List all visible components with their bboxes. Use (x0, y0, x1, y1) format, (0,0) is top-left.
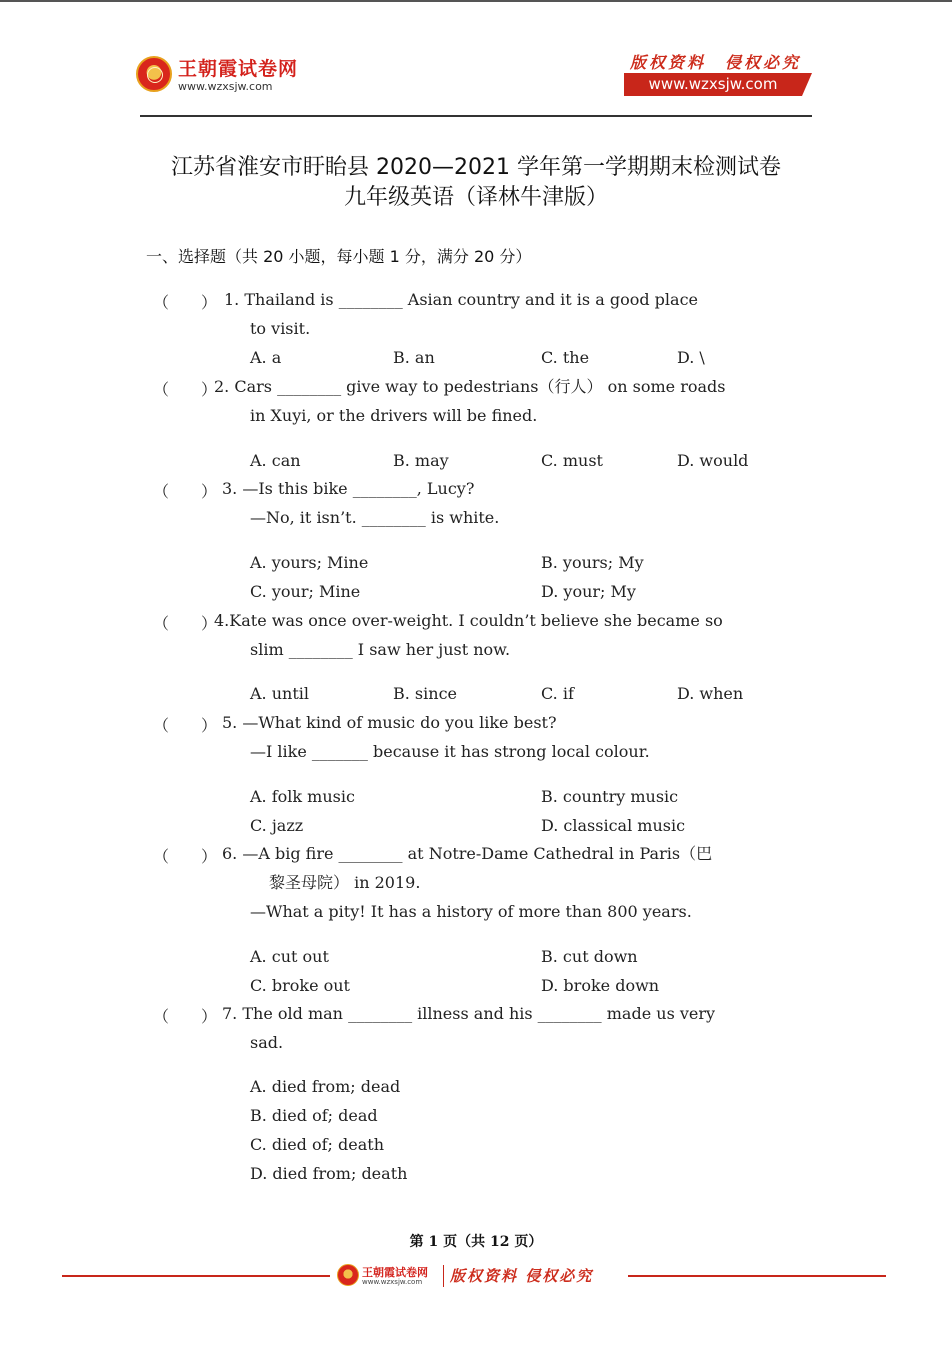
answer-blank: （ ） (153, 847, 218, 866)
option-b: B. country music (541, 787, 679, 806)
option-c: C. jazz (250, 816, 304, 835)
header-divider (140, 115, 812, 117)
option-c: C. if (541, 684, 574, 703)
brand-url: www.wzxsjw.com (178, 80, 273, 93)
footer-rule-left (62, 1275, 330, 1277)
answer-blank: （ ） (153, 716, 218, 735)
option-b: B. since (393, 684, 457, 703)
seal-icon (136, 56, 172, 92)
option-b: B. cut down (541, 947, 638, 966)
question-stem: 5. —What kind of music do you like best? (222, 713, 557, 732)
option-d: D. broke down (541, 976, 660, 995)
question-stem-cont: sad. (250, 1033, 284, 1052)
answer-blank: （ ） (153, 614, 218, 633)
section-heading: 一、选择题（共 20 小题，每小题 1 分，满分 20 分） (146, 247, 532, 266)
question-stem-cont: —I like _______ because it has strong local colour. (250, 742, 650, 761)
question-stem-cont: slim ________ I saw her just now. (250, 640, 511, 659)
footer-separator (443, 1265, 444, 1287)
option-a: A. until (250, 684, 309, 703)
question-stem-cont: —No, it isn’t. ________ is white. (250, 508, 500, 527)
option-b: B. an (393, 348, 435, 367)
option-a: A. a (250, 348, 282, 367)
option-a: A. died from; dead (250, 1077, 401, 1096)
option-d: D. \ (677, 348, 705, 367)
question-stem: 3. —Is this bike ________, Lucy? (222, 479, 475, 498)
option-c: C. must (541, 451, 603, 470)
option-a: A. yours; Mine (250, 553, 369, 572)
brand-name: 王朝霞试卷网 (178, 58, 299, 80)
option-d: D. your; My (541, 582, 636, 601)
option-c: C. broke out (250, 976, 350, 995)
footer-brand-name[interactable]: 王朝霞试卷网 (362, 1266, 428, 1279)
answer-blank: （ ） (153, 482, 218, 501)
option-c: C. your; Mine (250, 582, 361, 601)
question-stem: 2. Cars ________ give way to pedestrians（行人） on some roads (214, 377, 726, 396)
exam-title: 江苏省淮安市盱眙县 2020—2021 学年第一学期期末检测试卷 (171, 155, 781, 180)
option-c: C. the (541, 348, 590, 367)
option-b: B. may (393, 451, 449, 470)
answer-blank: （ ） (153, 1007, 218, 1026)
option-d: D. died from; death (250, 1164, 408, 1183)
option-b: B. yours; My (541, 553, 644, 572)
top-border (0, 0, 952, 2)
option-d: D. when (677, 684, 744, 703)
answer-blank: （ ） (153, 380, 218, 399)
exam-subtitle: 九年级英语（译林牛津版） (343, 185, 608, 210)
footer-seal-icon (337, 1264, 359, 1286)
page-number: 第 1 页（共 12 页） (409, 1234, 543, 1250)
question-stem-cont: —What a pity! It has a history of more than 800 years. (250, 902, 692, 921)
footer-rule-right (628, 1275, 886, 1277)
footer-brand-url: www.wzxsjw.com (362, 1278, 423, 1286)
question-stem: 6. —A big fire ________ at Notre-Dame Cathedral in Paris（巴 (222, 844, 713, 863)
rights-notice: 版权资料 侵权必究 (630, 53, 802, 72)
answer-blank: （ ） (153, 293, 218, 312)
question-stem: 7. The old man ________ illness and his ________ made us very (222, 1004, 716, 1023)
footer-rights-notice: 版权资料 侵权必究 (450, 1267, 594, 1285)
question-stem-cont: to visit. (250, 319, 311, 338)
option-d: D. classical music (541, 816, 686, 835)
question-stem: 1. Thailand is ________ Asian country and it is a good place (224, 290, 698, 309)
option-a: A. cut out (250, 947, 329, 966)
option-a: A. can (250, 451, 301, 470)
question-stem-cont: in Xuyi, or the drivers will be fined. (250, 406, 538, 425)
option-c: C. died of; death (250, 1135, 385, 1154)
option-d: D. would (677, 451, 749, 470)
option-b: B. died of; dead (250, 1106, 378, 1125)
question-stem-cont: 黎圣母院） in 2019. (269, 873, 421, 892)
question-stem: 4.Kate was once over-weight. I couldn’t believe she became so (214, 611, 723, 630)
option-a: A. folk music (250, 787, 355, 806)
url-banner[interactable]: www.wzxsjw.com (624, 73, 802, 96)
